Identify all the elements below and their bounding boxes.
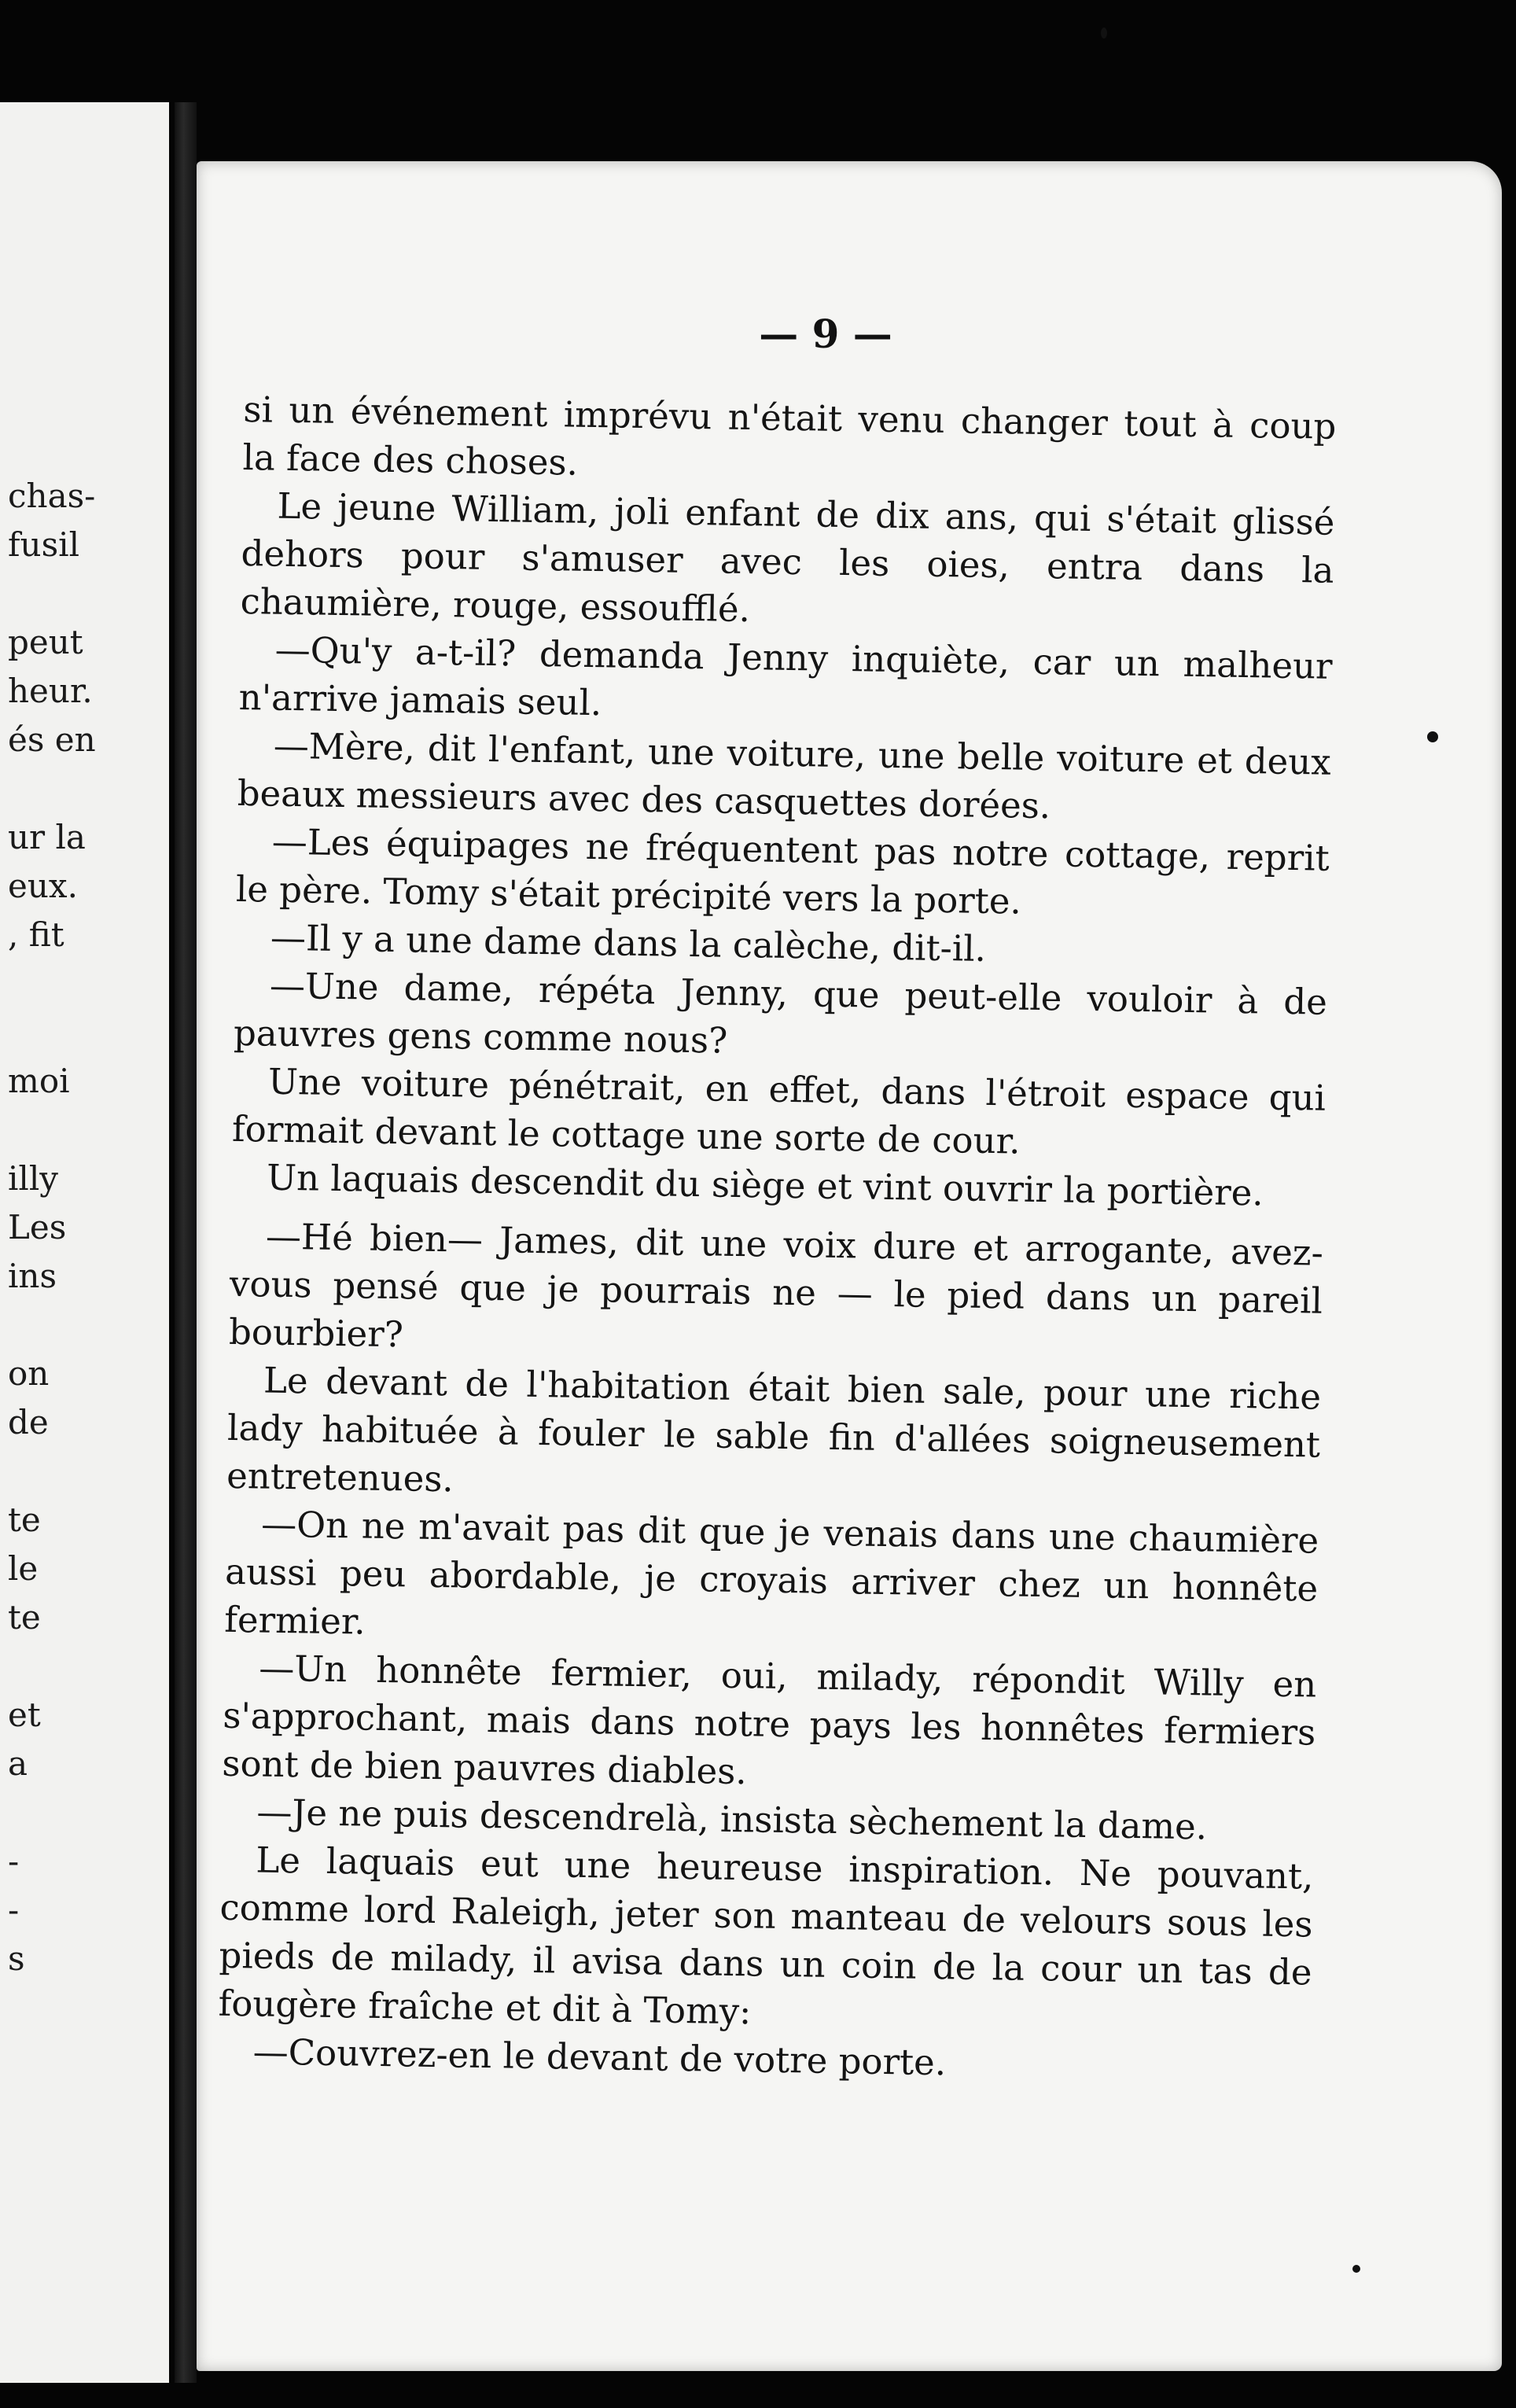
paragraph: —Il y a une dame dans la calèche, dit-il. (270, 916, 987, 970)
left-fragment: - (8, 1891, 20, 1929)
paragraph: —Hé bien— James, dit une voix dure et arrogante, avez-vous pensé que je pourrais ne — le pied dans un pareil bourbier? (228, 1215, 1324, 1356)
paragraph: —Une dame, répéta Jenny, que peut-elle vouloir à de pauvres gens comme nous? (233, 964, 1328, 1062)
left-page (0, 102, 169, 2383)
left-fragment: a (8, 1744, 28, 1783)
left-fragment: et (8, 1696, 41, 1734)
left-fragment: ins (8, 1257, 57, 1295)
left-fragment: ur la (8, 818, 86, 856)
left-fragment (8, 1447, 142, 1496)
left-fragment: heur. (8, 672, 93, 710)
paragraph: —Couvrez-en le devant de votre porte. (252, 2031, 947, 2084)
dust-speck (1427, 731, 1438, 742)
left-fragment (8, 1106, 142, 1154)
dust-speck (1101, 28, 1107, 39)
paragraph: Le jeune William, joli enfant de dix ans, qui s'était glissé dehors pour s'amuser avec les oies, entra dans la chaumière, rouge, essoufflé. (240, 484, 1335, 631)
left-fragment (8, 1301, 142, 1349)
left-fragment: te (8, 1500, 41, 1539)
left-fragment: eux. (8, 867, 78, 905)
left-fragment: , fit (8, 915, 64, 954)
left-fragment: peut (8, 623, 83, 661)
left-fragment: on (8, 1354, 50, 1393)
paragraph: Une voiture pénétrait, en effet, dans l'étroit espace qui formait devant le cottage une sorte de cour. (231, 1060, 1326, 1162)
left-fragment: illy (8, 1159, 59, 1198)
left-fragment (8, 1008, 142, 1057)
left-fragment: chas- (8, 477, 96, 515)
paragraph: —Un honnête fermier, oui, milady, répondit Willy en s'approchant, mais dans notre pays les honnêtes fermiers sont de bien pauvres diables. (222, 1647, 1317, 1793)
left-fragment (8, 1788, 142, 1837)
page-number: — 9 — (759, 311, 892, 357)
dust-speck (1352, 2265, 1360, 2273)
left-fragment: és en (8, 720, 96, 759)
book-gutter (175, 102, 197, 2383)
paragraph: —Mère, dit l'enfant, une voiture, une belle voiture et deux beaux messieurs avec des casquettes dorées. (237, 724, 1332, 827)
paragraph: Le laquais eut une heureuse inspiration. Ne pouvant, comme lord Raleigh, jeter son manteau de velours sous les pieds de milady, il avisa dans un coin de la cour un tas de fougère fraîche et dit à Tomy: (218, 1839, 1314, 2033)
paragraph: Un laquais descendit du siège et vint ouvrir la portière. (266, 1156, 1264, 1214)
left-fragment: le (8, 1549, 39, 1588)
paragraph: Le devant de l'habitation était bien sale, pour une riche lady habituée à fouler le sable fin d'allées soigneusement entretenues. (226, 1359, 1322, 1500)
left-fragment: moi (8, 1062, 70, 1100)
left-page-text (8, 472, 142, 1983)
paragraph: si un événement imprévu n'était venu changer tout à coup la face des choses. (242, 388, 1337, 484)
left-fragment (8, 1642, 142, 1691)
left-fragment: Les (8, 1208, 67, 1246)
paragraph: —On ne m'avait pas dit que je venais dans une chaumière aussi peu abordable, je croyais arriver chez un honnête fermier. (223, 1503, 1319, 1643)
page-body-text (217, 385, 1337, 2093)
paragraph: —Qu'y a-t-il? demanda Jenny inquiète, car un malheur n'arrive jamais seul. (238, 628, 1333, 724)
paragraph: —Les équipages ne fréquentent pas notre cottage, reprit le père. Tomy s'était précipité vers la porte. (235, 820, 1330, 922)
left-fragment: te (8, 1598, 41, 1637)
left-fragment: - (8, 1842, 20, 1880)
right-page (197, 161, 1502, 2371)
left-fragment (8, 569, 142, 618)
left-fragment: de (8, 1403, 49, 1441)
left-fragment: fusil (8, 525, 80, 564)
left-fragment (8, 959, 142, 1008)
paragraph: —Je ne puis descendrelà, insista sèchement la dame. (256, 1791, 1208, 1848)
left-fragment: s (8, 1939, 25, 1978)
left-fragment (8, 764, 142, 813)
